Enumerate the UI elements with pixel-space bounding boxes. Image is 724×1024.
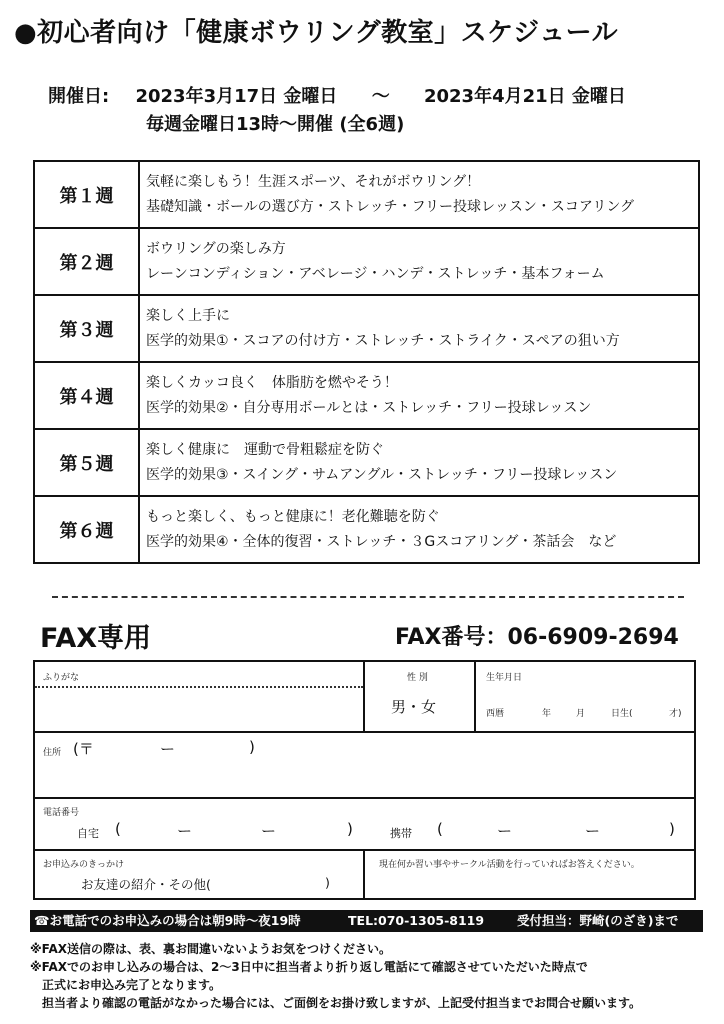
week-description <box>139 161 699 228</box>
schedule-row <box>34 295 699 362</box>
week-label: 第３週 <box>34 295 139 362</box>
schedule-row <box>34 161 699 228</box>
activity-label: 現在何か習い事やサークル活動を行っていればお答えください。 <box>379 860 640 870</box>
birthdate-field[interactable] <box>476 662 694 733</box>
event-frequency: 毎週金曜日13時〜開催 (全6週) <box>146 114 405 135</box>
phone-label: 電話番号 <box>43 808 80 818</box>
birth-label: 生年月日 <box>486 673 523 683</box>
furigana-label: ふりがな <box>43 673 80 683</box>
contact-person: 受付担当：野崎(のざき)まで <box>517 913 679 928</box>
address-field[interactable] <box>35 733 694 799</box>
week-topics: 基礎知識・ボールの選び方・ストレッチ・フリー投球レッスン・スコアリング <box>146 198 635 215</box>
phone-hours: ☎お電話でのお申込みの場合は朝9時〜夜19時 <box>34 913 301 928</box>
week-theme: もっと楽しく、もっと健康に！老化難聴を防ぐ <box>146 508 440 525</box>
week-description <box>139 228 699 295</box>
week-label: 第４週 <box>34 362 139 429</box>
week-description <box>139 496 699 563</box>
week-theme: 気軽に楽しもう！生涯スポーツ、それがボウリング！ <box>146 173 481 190</box>
mobile-label: 携帯 <box>390 827 412 840</box>
week-theme: ボウリングの楽しみ方 <box>146 240 286 257</box>
gender-field[interactable] <box>365 662 476 733</box>
note-line: ※FAX送信の際は、表、裏お間違いないようお気をつけください。 <box>30 942 392 956</box>
name-field[interactable] <box>35 662 365 733</box>
trigger-options[interactable]: お友達の紹介・その他( <box>81 877 211 892</box>
activity-field[interactable] <box>365 851 694 898</box>
event-dates <box>48 82 626 108</box>
start-date: 2023年3月17日 金曜日 <box>135 86 338 107</box>
week-description <box>139 429 699 496</box>
postal-open: (〒 <box>73 740 94 758</box>
birth-year: 年 <box>542 709 552 719</box>
mobile-open: ( <box>437 820 443 838</box>
week-theme: 楽しく健康に 運動で骨粗鬆症を防ぐ <box>146 441 384 458</box>
week-label: 第６週 <box>34 496 139 563</box>
home-label: 自宅 <box>77 827 99 840</box>
week-theme: 楽しく上手に <box>146 307 230 324</box>
phone-field[interactable] <box>35 799 694 851</box>
application-form <box>33 660 696 900</box>
week-description <box>139 295 699 362</box>
schedule-row <box>34 362 699 429</box>
week-label: 第２週 <box>34 228 139 295</box>
tel-number: TEL:070-1305-8119 <box>348 913 485 928</box>
furigana-divider <box>35 686 363 688</box>
trigger-field[interactable] <box>35 851 365 898</box>
note-line: 正式にお申込み完了となります。 <box>30 978 222 992</box>
date-separator: 〜 <box>371 86 390 107</box>
week-topics: 医学的効果④・全体的復習・ストレッチ・３Gスコアリング・茶話会 など <box>146 533 617 550</box>
week-topics: レーンコンディション・アベレージ・ハンデ・ストレッチ・基本フォーム <box>146 265 605 282</box>
postal-close: ) <box>249 738 255 756</box>
schedule-row <box>34 496 699 563</box>
gender-label: 性 別 <box>407 673 428 683</box>
week-label: 第１週 <box>34 161 139 228</box>
notes <box>30 940 641 1012</box>
contact-bar <box>30 910 703 932</box>
week-topics: 医学的効果③・スイング・サムアングル・ストレッチ・フリー投球レッスン <box>146 466 618 483</box>
end-date: 2023年4月21日 金曜日 <box>423 86 626 107</box>
mobile-close: ) <box>669 820 675 838</box>
birth-age: 才) <box>669 709 682 719</box>
note-line: ※FAXでのお申し込みの場合は、2〜3日中に担当者より折り返し電話にて確認させていただいた時点で <box>30 960 588 974</box>
mobile-dash-2: ー <box>585 822 601 840</box>
gender-options[interactable]: 男・女 <box>391 698 437 716</box>
schedule-row <box>34 429 699 496</box>
home-dash-1: ー <box>177 822 193 840</box>
schedule-table <box>33 160 700 564</box>
week-topics: 医学的効果②・自分専用ボールとは・ストレッチ・フリー投球レッスン <box>146 399 592 416</box>
page-title: ●初心者向け「健康ボウリング教室」スケジュール <box>14 18 619 48</box>
home-open: ( <box>115 820 121 838</box>
fax-number: FAX番号：06-6909-2694 <box>395 625 679 650</box>
trigger-close: ) <box>325 875 330 890</box>
cut-line <box>52 596 684 598</box>
birth-month: 月 <box>576 709 586 719</box>
schedule-row <box>34 228 699 295</box>
birth-day: 日生( <box>611 709 633 719</box>
home-dash-2: ー <box>261 822 277 840</box>
week-description <box>139 362 699 429</box>
birth-era: 西暦 <box>486 709 505 719</box>
week-theme: 楽しくカッコ良く 体脂肪を燃やそう！ <box>146 374 398 391</box>
mobile-dash-1: ー <box>497 822 513 840</box>
week-label: 第５週 <box>34 429 139 496</box>
fax-title: FAX専用 <box>40 623 152 654</box>
dates-label: 開催日: <box>48 86 110 107</box>
address-label: 住所 <box>43 748 62 758</box>
note-line: 担当者より確認の電話がなかった場合には、ご面倒をお掛け致しますが、上記受付担当までお問合せ願います。 <box>30 996 642 1010</box>
week-topics: 医学的効果①・スコアの付け方・ストレッチ・ストライク・スペアの狙い方 <box>146 332 620 349</box>
home-close: ) <box>347 820 353 838</box>
trigger-label: お申込みのきっかけ <box>43 860 125 870</box>
postal-dash: ー <box>160 740 176 758</box>
